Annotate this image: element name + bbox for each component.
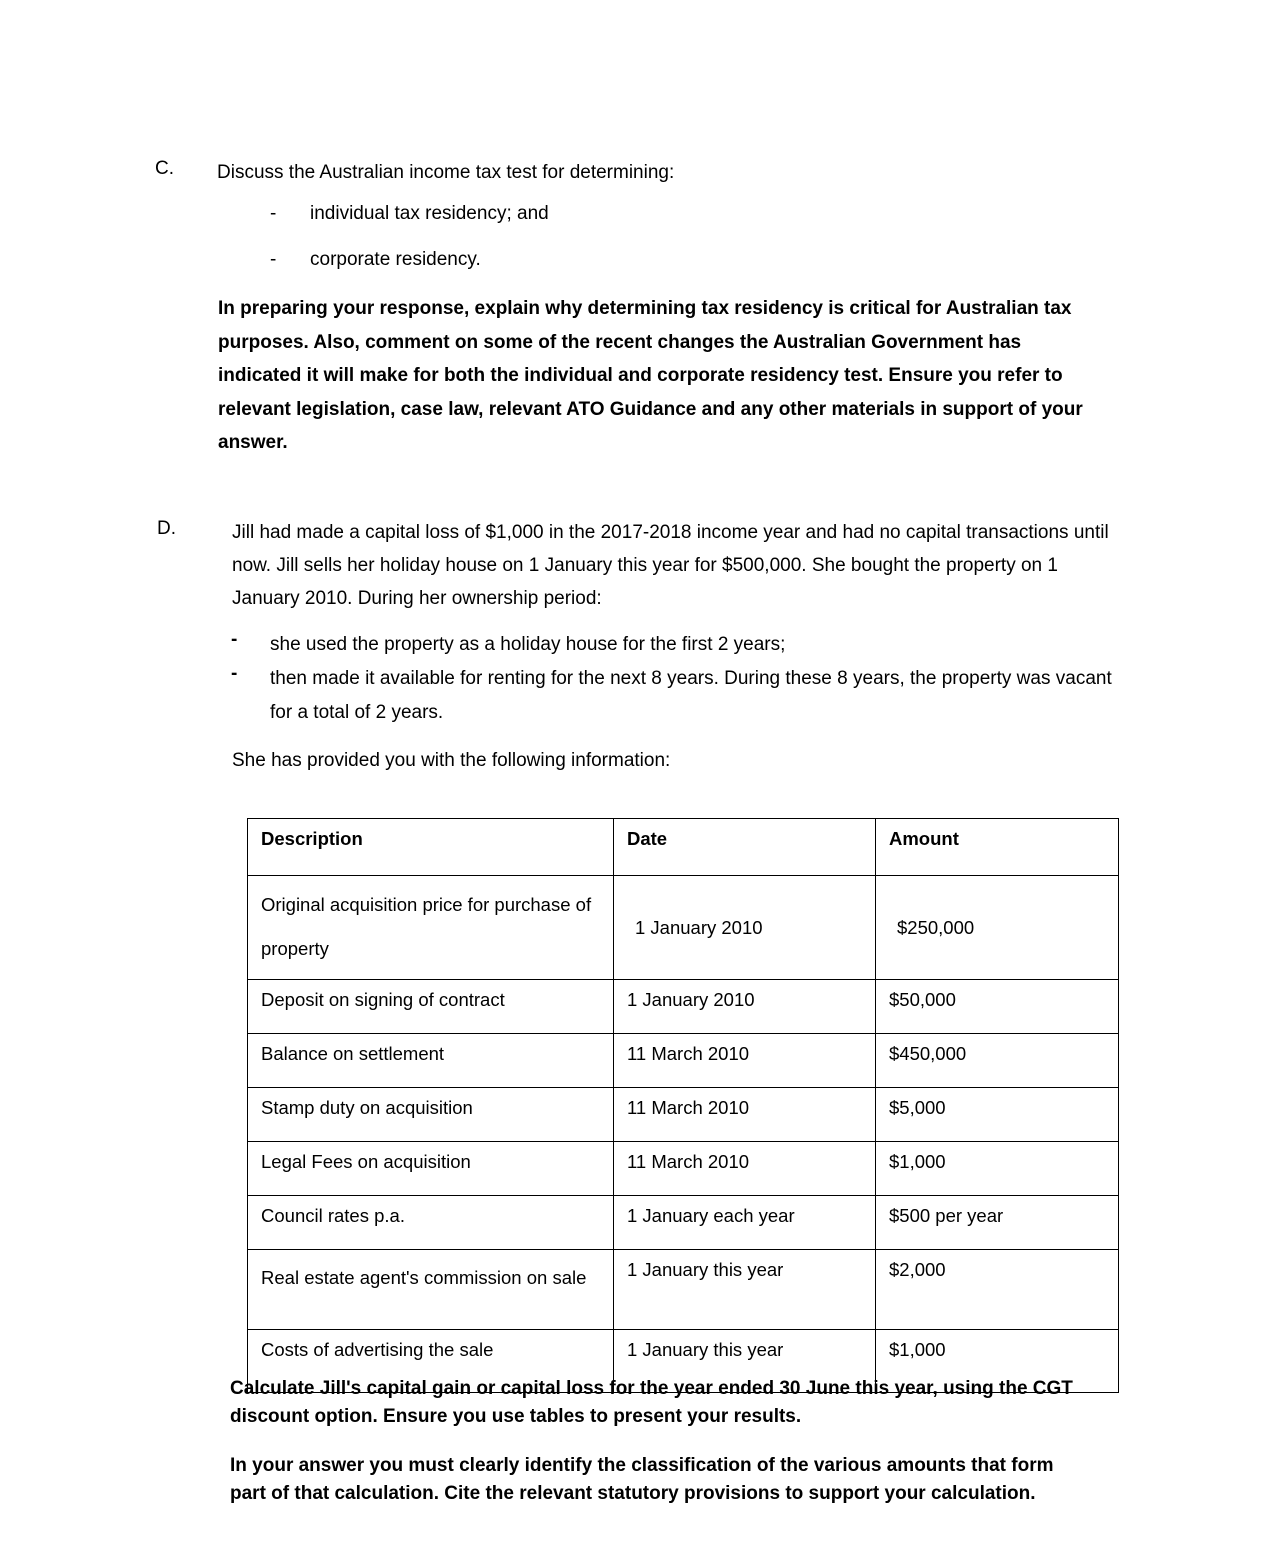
table-cell-description: Legal Fees on acquisition bbox=[248, 1142, 614, 1196]
section-d-closing-paragraph-1: Calculate Jill's capital gain or capital loss for the year ended 30 June this year, using the CGT discount option. Ensure you use tables to present your results. bbox=[230, 1378, 1073, 1427]
section-c-intro: Discuss the Australian income tax test for determining: bbox=[217, 162, 675, 183]
table-cell-date: 11 March 2010 bbox=[614, 1088, 876, 1142]
section-c-bullet-dash-2: - bbox=[270, 249, 277, 270]
table-row bbox=[248, 1034, 1119, 1088]
section-d-closing-paragraph-2: In your answer you must clearly identify the classification of the various amounts that form part of that calculation. Cite the relevant statutory provisions to support your calculation. bbox=[230, 1455, 1054, 1504]
table-cell-amount: $500 per year bbox=[876, 1196, 1119, 1250]
table-cell-amount: $1,000 bbox=[876, 1330, 1119, 1393]
section-d-bullet-dash-1: - bbox=[231, 629, 238, 650]
section-c-bold-instruction: In preparing your response, explain why determining tax residency is critical for Australian tax purposes. Also, comment on some of the recent changes the Australian Government has indicated it will make for both the individual and corporate residency test. Ensure you refer to relevant legislation, case law, relevant ATO Guidance and any other materials in support of your answer. bbox=[218, 298, 1083, 453]
section-d-provided-info-line: She has provided you with the following information: bbox=[232, 750, 671, 771]
table-cell-description: Costs of advertising the sale bbox=[248, 1330, 614, 1393]
table-cell-date: 1 January this year bbox=[614, 1330, 876, 1393]
table-cell-description: Original acquisition price for purchase of property bbox=[248, 876, 614, 980]
table-cell-amount: $450,000 bbox=[876, 1034, 1119, 1088]
section-c-bullet-text-2: corporate residency. bbox=[310, 249, 481, 270]
table-cell-date: 1 January 2010 bbox=[614, 980, 876, 1034]
section-d-label: D. bbox=[157, 518, 176, 539]
table-header-description: Description bbox=[248, 819, 614, 876]
section-c-bullet-dash-1: - bbox=[270, 203, 277, 224]
table-row bbox=[248, 876, 1119, 980]
table-row bbox=[248, 1088, 1119, 1142]
table-cell-amount: $2,000 bbox=[876, 1250, 1119, 1330]
section-d-bullet-text-1: she used the property as a holiday house for the first 2 years; bbox=[270, 634, 786, 655]
table-cell-description: Real estate agent's commission on sale bbox=[248, 1250, 614, 1330]
section-d-bullet-text-2: then made it available for renting for the next 8 years. During these 8 years, the property was vacant for a total of 2 years. bbox=[270, 668, 1112, 723]
table-cell-description: Stamp duty on acquisition bbox=[248, 1088, 614, 1142]
table-cell-date: 11 March 2010 bbox=[614, 1034, 876, 1088]
property-cost-table bbox=[247, 818, 1119, 1393]
table-row bbox=[248, 1196, 1119, 1250]
table-cell-amount: $50,000 bbox=[876, 980, 1119, 1034]
table-header-amount: Amount bbox=[876, 819, 1119, 876]
table-row bbox=[248, 1250, 1119, 1330]
table-cell-amount: $5,000 bbox=[876, 1088, 1119, 1142]
table-cell-date: 1 January this year bbox=[614, 1250, 876, 1330]
table-cell-date: 11 March 2010 bbox=[614, 1142, 876, 1196]
table-cell-description: Deposit on signing of contract bbox=[248, 980, 614, 1034]
section-d-bullet-dash-2: - bbox=[231, 663, 238, 684]
section-d-intro: Jill had made a capital loss of $1,000 in the 2017-2018 income year and had no capital transactions until now. Jill sells her holiday house on 1 January this year for $500,000. She bought the property on 1 January 2010. During her ownership period: bbox=[232, 522, 1109, 609]
table-cell-description: Balance on settlement bbox=[248, 1034, 614, 1088]
table-cell-amount: $250,000 bbox=[876, 876, 1119, 980]
section-c-label: C. bbox=[155, 158, 174, 179]
table-cell-date: 1 January 2010 bbox=[614, 876, 876, 980]
table-row bbox=[248, 980, 1119, 1034]
table-cell-amount: $1,000 bbox=[876, 1142, 1119, 1196]
table-cell-date: 1 January each year bbox=[614, 1196, 876, 1250]
table-cell-description: Council rates p.a. bbox=[248, 1196, 614, 1250]
table-header-date: Date bbox=[614, 819, 876, 876]
section-c-bullet-text-1: individual tax residency; and bbox=[310, 203, 549, 224]
table-header-row bbox=[248, 819, 1119, 876]
table-row bbox=[248, 1142, 1119, 1196]
